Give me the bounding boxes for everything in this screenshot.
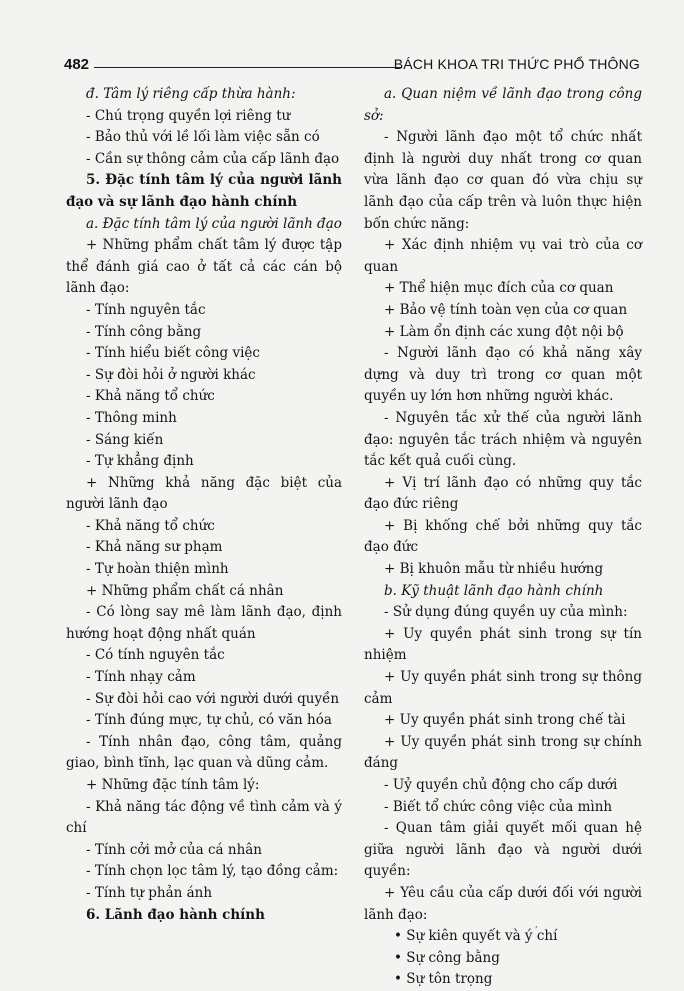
right-column-paragraph: + Thể hiện mục đích của cơ quan <box>384 280 614 297</box>
right-column-paragraph: + Vị trí lãnh đạo có những quy tắc đạo đức riêng <box>364 474 642 513</box>
left-column-paragraph: - Tính cởi mở của cá nhân <box>86 841 263 858</box>
right-column-paragraph: + Uy quyền phát sinh trong sự chính đáng <box>364 733 642 772</box>
book-title: BÁCH KHOA TRI THỨC PHỔ THÔNG <box>393 56 640 72</box>
left-column-paragraph: - Tính nhân đạo, công tâm, quảng giao, bình tĩnh, lạc quan và dũng cảm. <box>66 733 342 772</box>
left-column-paragraph: - Thông minh <box>86 409 177 426</box>
left-column-paragraph: 5. Đặc tính tâm lý của người lãnh đạo và sự lãnh đạo hành chính <box>66 172 342 210</box>
right-column-paragraph: - Người lãnh đạo một tổ chức nhất định là người duy nhất trong cơ quan vừa lãnh đạo cơ quan đó vừa chịu sự lãnh đạo của cấp trên và luôn thực hiện bốn chức năng: <box>364 129 642 232</box>
left-column-paragraph: - Sự đòi hỏi ở người khác <box>86 366 256 383</box>
right-column-paragraph: - Biết tổ chức công việc của mình <box>384 798 613 815</box>
right-column <box>364 84 642 991</box>
left-column-paragraph: - Sáng kiến <box>86 431 164 448</box>
left-column-paragraph: - Bảo thủ với lề lối làm việc sẵn có <box>86 129 320 146</box>
left-column-paragraph: - Cần sự thông cảm của cấp lãnh đạo <box>86 150 340 167</box>
left-column-paragraph: + Những phẩm chất tâm lý được tập thể đánh giá cao ở tất cả các cán bộ lãnh đạo: <box>66 237 342 297</box>
right-column-paragraph: + Làm ổn định các xung đột nội bộ <box>384 323 624 340</box>
left-column <box>66 84 342 926</box>
right-column-paragraph: + Bảo vệ tính toàn vẹn của cơ quan <box>384 301 628 318</box>
stray-mark: , <box>535 920 538 930</box>
right-column-paragraph: - Uỷ quyền chủ động cho cấp dưới <box>384 777 618 793</box>
left-column-paragraph: + Những khả năng đặc biệt của người lãnh đạo <box>66 474 342 513</box>
right-column-paragraph: - Người lãnh đạo có khả năng xây dựng và duy trì trong cơ quan một quyền uy lớn hơn những người khác. <box>364 345 642 405</box>
left-column-paragraph: - Tự hoàn thiện mình <box>86 561 229 578</box>
page-number: 482 <box>64 56 90 73</box>
right-column-paragraph: + Yêu cầu của cấp dưới đối với người lãnh đạo: <box>364 884 642 923</box>
left-column-paragraph: - Sự đòi hỏi cao với người dưới quyền <box>86 690 340 707</box>
left-column-paragraph: - Khả năng tổ chức <box>86 517 215 534</box>
left-column-paragraph: + Những phẩm chất cá nhân <box>86 582 284 599</box>
right-column-paragraph: - Nguyên tắc xử thế của người lãnh đạo: nguyên tắc trách nhiệm và nguyên tắc kết quả cuối cùng. <box>364 409 642 470</box>
left-column-paragraph: - Tính tự phản ánh <box>86 884 213 901</box>
left-column-paragraph: - Khả năng sư phạm <box>86 539 223 556</box>
left-column-paragraph: - Tính chọn lọc tâm lý, tạo đồng cảm: <box>86 863 339 880</box>
left-column-paragraph: - Tính hiểu biết công việc <box>86 345 260 362</box>
right-column-paragraph: + Bị khống chế bởi những quy tắc đạo đức <box>364 517 642 556</box>
header-rule <box>94 67 402 68</box>
right-column-paragraph: • Sự công bằng <box>364 948 642 970</box>
left-column-paragraph: - Tự khẳng định <box>86 453 194 470</box>
left-column-paragraph: - Tính đúng mực, tự chủ, có văn hóa <box>86 712 332 729</box>
right-column-paragraph: - Sử dụng đúng quyền uy của mình: <box>384 604 628 621</box>
left-column-paragraph: - Có tính nguyên tắc <box>86 647 225 664</box>
right-column-paragraph: + Xác định nhiệm vụ vai trò của cơ quan <box>364 237 642 275</box>
right-column-paragraph: b. Kỹ thuật lãnh đạo hành chính <box>384 582 604 599</box>
right-column-paragraph: + Uy quyền phát sinh trong sự tín nhiệm <box>364 625 642 664</box>
left-column-paragraph: - Khả năng tổ chức <box>86 388 215 405</box>
left-column-paragraph: + Những đặc tính tâm lý: <box>86 777 260 793</box>
right-column-paragraph: • Sự kiên quyết và ý chí <box>364 926 642 948</box>
right-column-paragraph: a. Quan niệm về lãnh đạo trong công sở: <box>364 86 642 124</box>
left-column-paragraph: - Chú trọng quyền lợi riêng tư <box>86 107 291 124</box>
left-column-paragraph: - Tính công bằng <box>86 323 202 340</box>
left-column-paragraph: a. Đặc tính tâm lý của người lãnh đạo <box>86 215 342 232</box>
right-column-paragraph: • Sự tôn trọng <box>364 969 642 991</box>
right-column-paragraph: + Bị khuôn mẫu từ nhiều hướng <box>384 561 604 578</box>
right-column-paragraph: - Quan tâm giải quyết mối quan hệ giữa người lãnh đạo và người dưới quyền: <box>364 820 642 880</box>
left-column-paragraph: - Tính nhạy cảm <box>86 669 196 686</box>
left-column-paragraph: 6. Lãnh đạo hành chính <box>86 906 265 923</box>
left-column-paragraph: - Tính nguyên tắc <box>86 301 206 318</box>
page-header <box>64 56 640 78</box>
right-column-paragraph: + Uy quyền phát sinh trong sự thông cảm <box>364 669 642 707</box>
left-column-paragraph: đ. Tâm lý riêng cấp thừa hành: <box>86 86 296 102</box>
right-column-paragraph: + Uy quyền phát sinh trong chế tài <box>384 712 626 729</box>
left-column-paragraph: - Có lòng say mê làm lãnh đạo, định hướng hoạt động nhất quán <box>66 604 342 642</box>
left-column-paragraph: - Khả năng tác động về tình cảm và ý chí <box>66 798 342 837</box>
